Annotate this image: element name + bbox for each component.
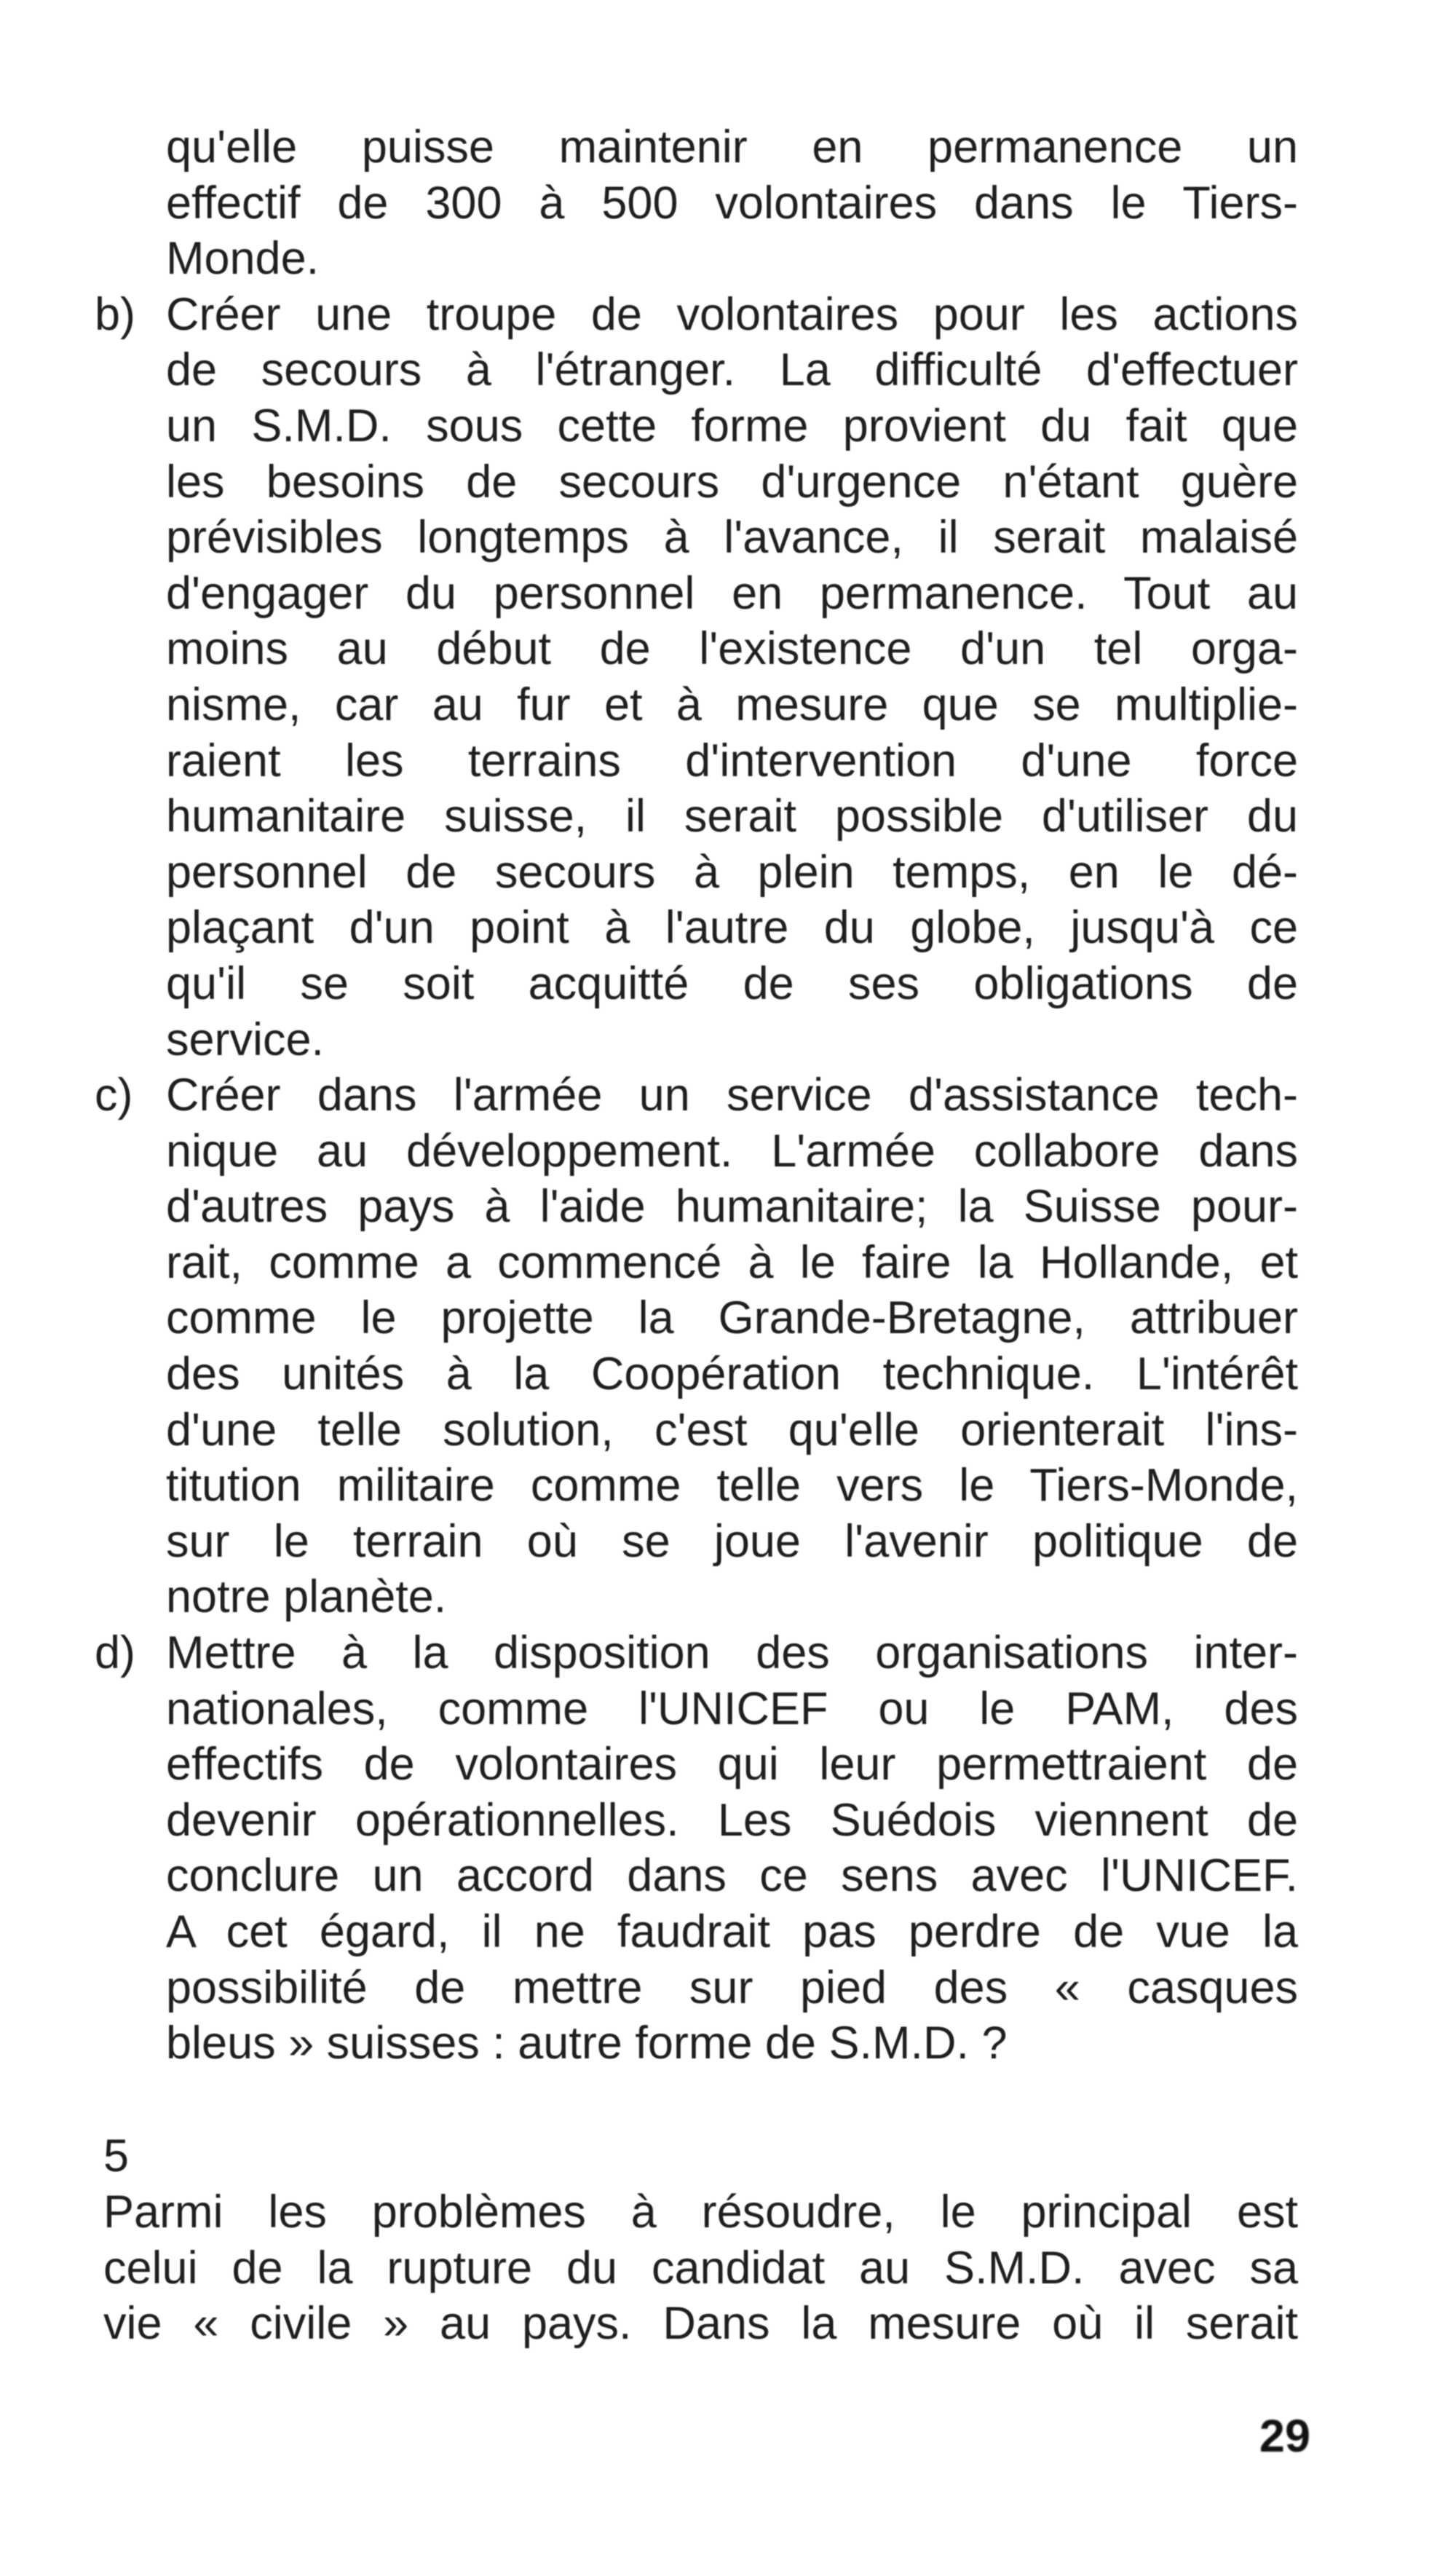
text-line: Parmi les problèmes à résoudre, le principal est	[103, 2187, 1298, 2238]
text-line: d'une telle solution, c'est qu'elle orienterait l'ins-	[166, 1404, 1298, 1456]
list-item-line	[0, 1290, 1456, 1346]
text-line: service.	[166, 1014, 325, 1065]
list-item-line	[0, 454, 1456, 510]
list-item-line	[0, 1012, 1456, 1068]
section-paragraph	[0, 2184, 1456, 2352]
text-line: un S.M.D. sous cette forme provient du fait que	[166, 400, 1298, 451]
list-item-label: c)	[95, 1070, 133, 1121]
text-line: nisme, car au fur et à mesure que se multiplie-	[166, 679, 1298, 730]
list-item-line	[0, 845, 1456, 901]
continued-item-line	[0, 175, 1456, 232]
text-line: Créer une troupe de volontaires pour les actions	[166, 288, 1298, 340]
text-line: qu'il se soit acquitté de ses obligations de	[166, 957, 1298, 1009]
page-number: 29	[1259, 2411, 1310, 2462]
text-line: Mettre à la disposition des organisations inter-	[166, 1627, 1298, 1679]
section-number: 5	[103, 2130, 130, 2181]
text-line: possibilité de mettre sur pied des « casques	[166, 1962, 1298, 2013]
list-item-line	[0, 1960, 1456, 2016]
text-line: celui de la rupture du candidat au S.M.D. avec sa	[103, 2242, 1298, 2294]
list-item-line	[0, 287, 1456, 343]
list-item-label: d)	[95, 1627, 136, 1679]
list-item-line	[0, 1235, 1456, 1291]
text-line: titution militaire comme telle vers le Tiers-Monde,	[166, 1460, 1298, 1512]
list-item-line	[0, 900, 1456, 956]
list-item-line	[0, 1514, 1456, 1570]
list-item-line	[0, 1123, 1456, 1180]
continued-item-line	[0, 119, 1456, 175]
text-line: raient les terrains d'intervention d'une force	[166, 735, 1298, 786]
list-item-line	[0, 677, 1456, 733]
list-item-line	[0, 1625, 1456, 1681]
text-line: les besoins de secours d'urgence n'étant guère	[166, 456, 1298, 508]
list-item-line	[0, 621, 1456, 677]
text-line: effectif de 300 à 500 volontaires dans le Tiers-	[166, 177, 1298, 229]
paragraph-line	[0, 2240, 1456, 2297]
paragraph-line	[0, 2296, 1456, 2352]
text-line: plaçant d'un point à l'autre du globe, jusqu'à ce	[166, 902, 1298, 954]
text-line: Monde.	[166, 233, 320, 285]
text-line: qu'elle puisse maintenir en permanence un	[166, 122, 1298, 173]
list-item-line	[0, 1346, 1456, 1402]
list-item-line	[0, 510, 1456, 566]
text-line: vie « civile » au pays. Dans la mesure où il serait	[103, 2298, 1298, 2350]
proposal-list	[0, 119, 1456, 2072]
list-item-line	[0, 1569, 1456, 1625]
text-line: moins au début de l'existence d'un tel orga-	[166, 623, 1298, 675]
text-line: notre planète.	[166, 1571, 447, 1623]
list-item-line	[0, 1793, 1456, 1849]
text-line: des unités à la Coopération technique. L'intérêt	[166, 1348, 1298, 1400]
list-item-line	[0, 956, 1456, 1012]
text-line: nique au développement. L'armée collabore dans	[166, 1125, 1298, 1177]
text-line: personnel de secours à plein temps, en le dé-	[166, 846, 1298, 898]
text-line: sur le terrain où se joue l'avenir politique de	[166, 1515, 1298, 1567]
text-line: devenir opérationnelles. Les Suédois viennent de	[166, 1794, 1298, 1846]
text-line: prévisibles longtemps à l'avance, il serait malaisé	[166, 512, 1298, 564]
text-line: effectifs de volontaires qui leur permettraient de	[166, 1739, 1298, 1790]
continued-item-line	[0, 231, 1456, 287]
text-line: A cet égard, il ne faudrait pas perdre de vue la	[166, 1906, 1298, 1957]
list-item-line	[0, 1402, 1456, 1458]
text-line: conclure un accord dans ce sens avec l'UNICEF.	[166, 1850, 1298, 1902]
text-line: Créer dans l'armée un service d'assistance tech-	[166, 1070, 1298, 1121]
text-line: rait, comme a commencé à le faire la Hollande, et	[166, 1236, 1298, 1288]
list-item-line	[0, 733, 1456, 789]
text-line: bleus » suisses : autre forme de S.M.D. ?	[166, 2018, 1008, 2069]
text-line: nationales, comme l'UNICEF ou le PAM, des	[166, 1683, 1298, 1734]
list-item-line	[0, 1458, 1456, 1514]
text-line: de secours à l'étranger. La difficulté d'effectuer	[166, 344, 1298, 396]
text-line: d'autres pays à l'aide humanitaire; la Suisse pour-	[166, 1181, 1298, 1233]
list-item-line	[0, 566, 1456, 622]
list-item-line	[0, 1904, 1456, 1960]
paragraph-line	[0, 2184, 1456, 2240]
list-item-line	[0, 1067, 1456, 1123]
list-item-line	[0, 1737, 1456, 1793]
list-item-line	[0, 1681, 1456, 1737]
list-item-line	[0, 789, 1456, 845]
list-item-line	[0, 1179, 1456, 1235]
text-line: humanitaire suisse, il serait possible d'utiliser du	[166, 791, 1298, 842]
list-item-line	[0, 1848, 1456, 1904]
text-line: d'engager du personnel en permanence. Tout au	[166, 567, 1298, 619]
text-line: comme le projette la Grande-Bretagne, attribuer	[166, 1292, 1298, 1344]
list-item-line	[0, 342, 1456, 398]
list-item-line	[0, 2015, 1456, 2072]
list-item-line	[0, 398, 1456, 454]
list-item-label: b)	[95, 288, 136, 340]
